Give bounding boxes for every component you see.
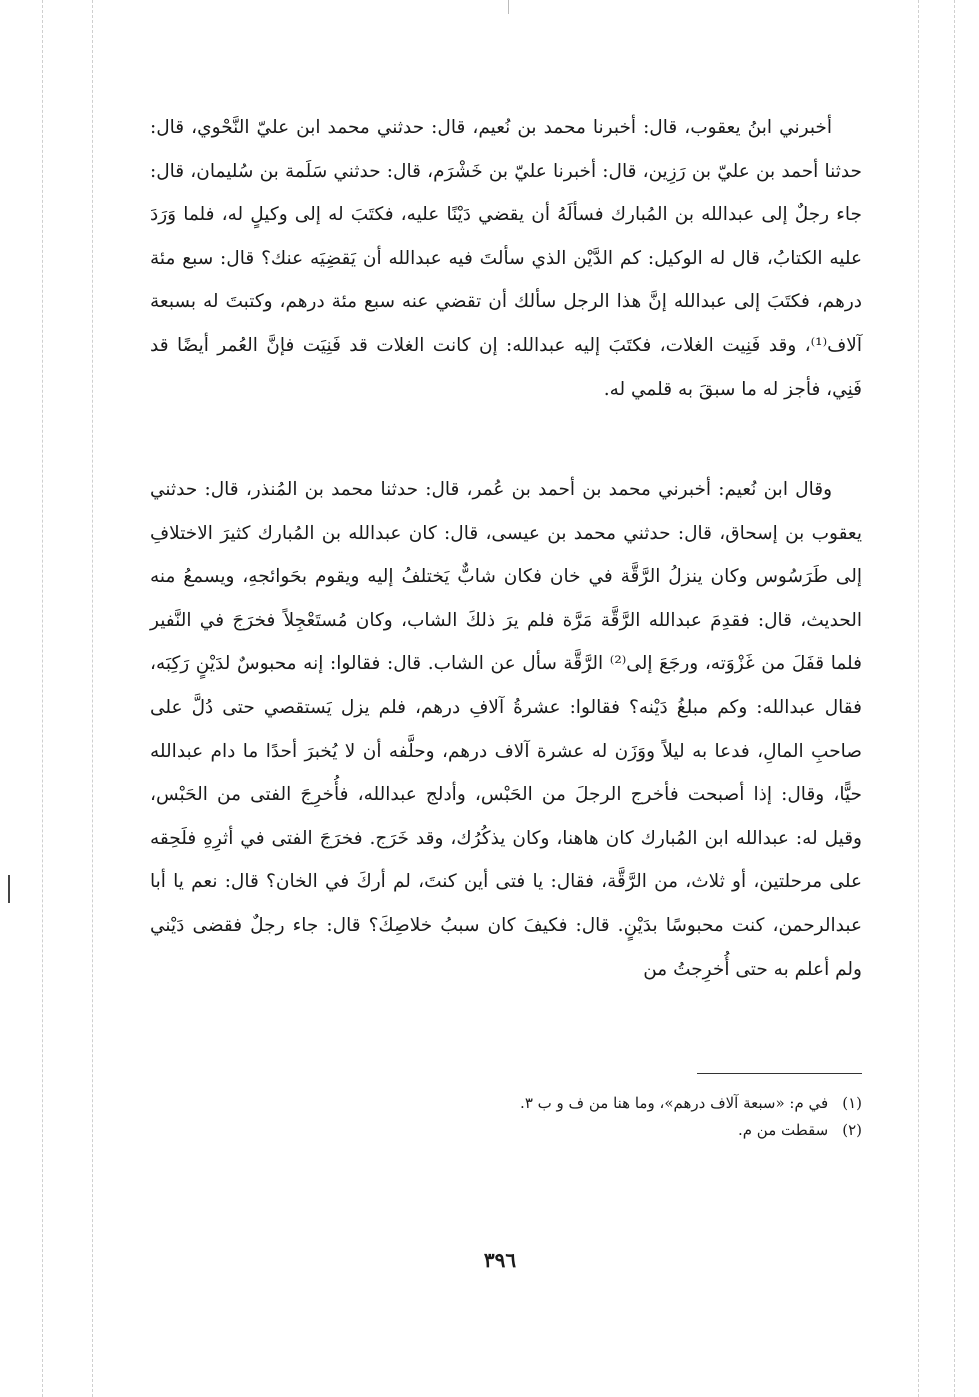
scan-guide-line (954, 0, 955, 1397)
footnote-text: سقطت من م. (737, 1121, 829, 1139)
footnotes (150, 1090, 862, 1144)
footnote-text: في م: «سبعة آلاف درهم»، وما هنا من ف و ب ٣. (520, 1094, 829, 1112)
page-number: ٣٩٦ (483, 1248, 517, 1272)
footnote-1 (150, 1090, 862, 1117)
body-paragraph-1 (150, 106, 862, 411)
paragraph-text: أخبرني ابنُ يعقوب، قال: أخبرنا محمد بن نُعيم، قال: حدثني محمد ابن عليّ النَّحْوي، قال: حدثنا أحمد بن عليّ بن رَزِين، قال: أخبرنا عليّ بن خَشْرَم، قال: حدثني سَلَمة بن سُليمان، قال: جاء رجلٌ إلى عبدالله بن المُبارك فسألَهُ أن يقضي دَيْنًا عليه، فكتَبَ له إلى وكيلٍ له، فلما وَرَدَ عليه الكتابُ، قال له الوكيل: كم الدَّيْن الذي سألتَ فيه عبدالله أن يَقضِيَه عنك؟ قال: سبع مئة درهم، فكتَبَ إلى عبدالله إنَّ هذا الرجل سألك أن تقضي عنه سبع مئة درهم، وكتبتَ له بسبعة آلاف⁽¹⁾، وقد فَنِيت الغلات، فكتَبَ إليه عبدالله: إن كانت الغلات قد فَنِيَت فإنَّ العُمر أيضًا قد فَنِي، فأجز له ما سبقَ به قلمي له. (150, 117, 862, 400)
footnote-number: (١) (842, 1094, 862, 1112)
footnote-2 (150, 1117, 862, 1144)
scan-guide-line (92, 0, 93, 1397)
footnote-separator (697, 1073, 862, 1074)
body-paragraph-2 (150, 468, 862, 991)
margin-mark (8, 875, 10, 903)
paragraph-text: وقال ابن نُعيم: أخبرني محمد بن أحمد بن عُمر، قال: حدثنا محمد بن المُنذر، قال: حدثني يعقوب بن إسحاق، قال: حدثني محمد بن عيسى، قال: كان عبدالله بن المُبارك كثيرَ الاختلافِ إلى طَرَسُوس وكان ينزلُ الرَّقَّة في خان فكان شابٌّ يَختلفُ إليه ويقوم بحَوائجهِ، ويسمعُ منه الحديث، قال: فقدِمَ عبدالله الرَّقَّة مَرَّة فلم يرَ ذلكَ الشاب، وكان مُستَعْجِلاً فخرَجَ في النَّفير فلما قفَلَ من غَزْوَته، ورجَعَ إلى⁽²⁾ الرَّقَّة سأل عن الشاب. قال: فقالوا: إنه محبوسٌ لدَيْنٍ رَكِبَه، فقال عبدالله: وكم مبلغُ دَيْنه؟ فقالوا: عشرةُ آلافِ درهم، فلم يزل يَستقصي حتى دُلَّ على صاحبِ المالِ، فدعا به ليلاً ووَزَن له عشرة آلاف درهم، وحلَّفه أن لا يُخبرَ أحدًا ما دام عبدالله حيًّا، وقال: إذا أصبحت فأخرج الرجلَ من الحَبْس، وأدلج عبدالله، فأُخرِجَ الفتى من الحَبْس، وقيل له: عبدالله ابن المُبارك كان هاهنا، وكان يذكُرُك، وقد خَرَج. فخرَجَ الفتى في أثرِهِ فلَحِقه على مرحلتين، أو ثلاث، من الرَّقَّة، فقال: يا فتى أين كنتَ، لم أركَ في الخان؟ قال: نعم يا أبا عبدالرحمن، كنت محبوسًا بدَيْنٍ. قال: فكيفَ كان سببُ خلاصِكَ؟ قال: جاء رجلٌ فقضى دَيْني ولم أعلم به حتى أُخرِجتُ من (150, 479, 862, 980)
top-center-mark (508, 0, 509, 14)
footnote-number: (٢) (842, 1121, 862, 1139)
scan-guide-line (42, 0, 43, 1397)
scan-guide-line (918, 0, 919, 1397)
